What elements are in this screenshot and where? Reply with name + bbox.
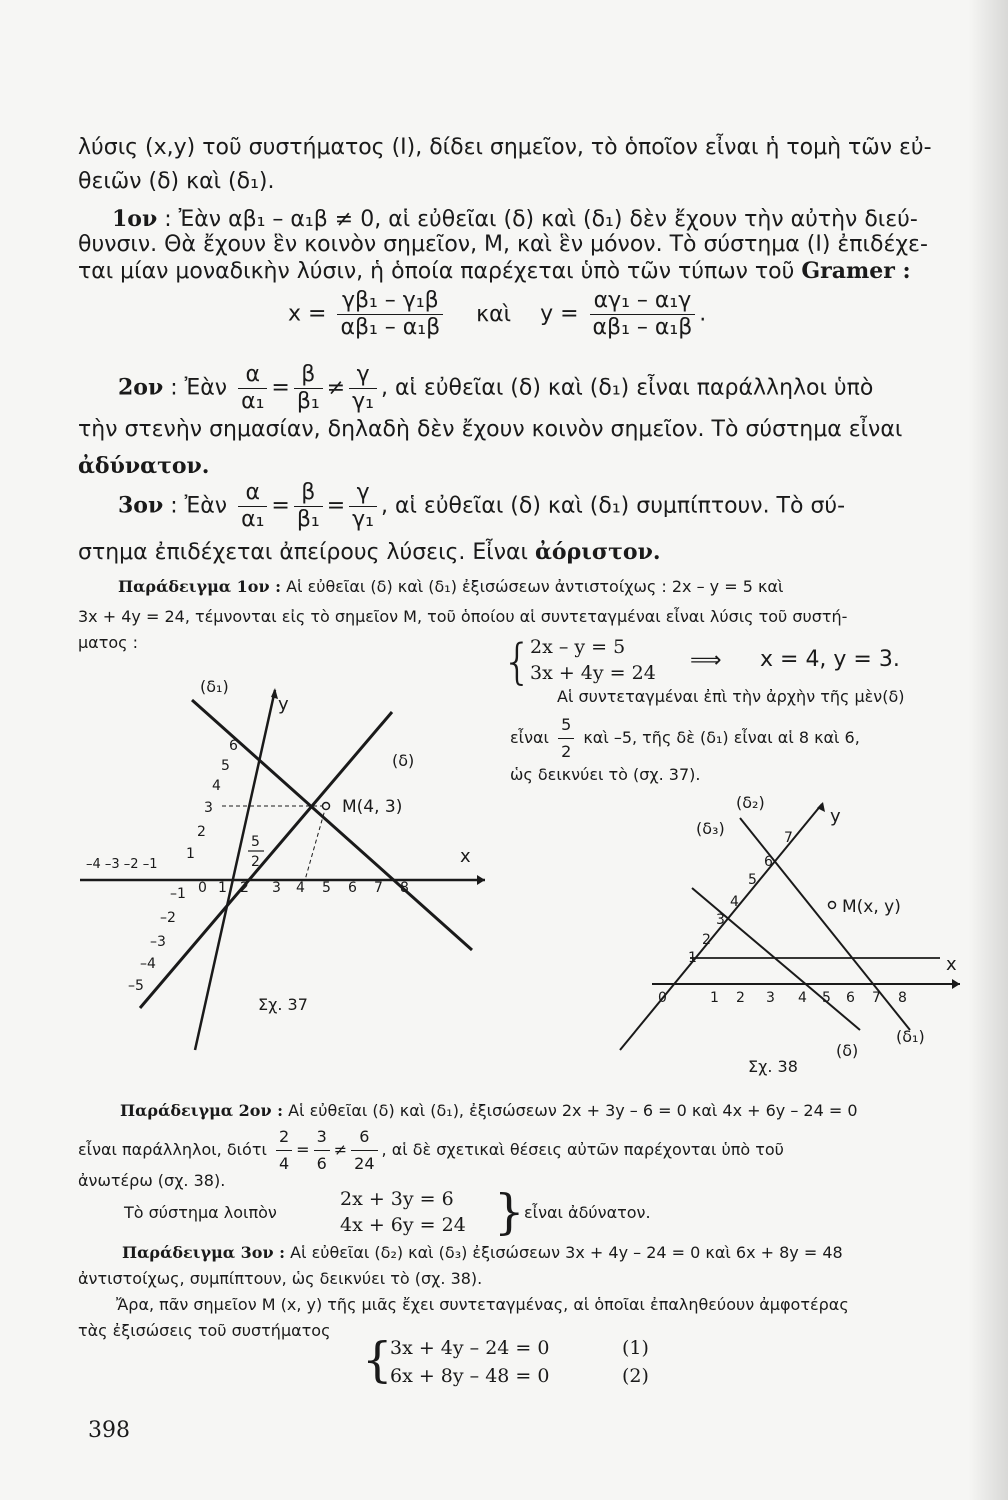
fig38-y-arrow xyxy=(817,802,825,812)
frac-num: 5 xyxy=(558,712,574,739)
fig38-label-d3: (δ₃) xyxy=(696,819,725,838)
example1-label: Παράδειγμα 1ον : xyxy=(118,577,282,596)
neq-sign: ≠ xyxy=(333,1140,348,1159)
x-denominator: αβ₁ – α₁β xyxy=(340,315,441,340)
kai-word: καὶ xyxy=(476,301,512,327)
fig37-x-label: x xyxy=(460,846,471,867)
fig37-half-den: 2 xyxy=(251,854,260,870)
fig38-point-m xyxy=(829,902,836,909)
example2-label: Παράδειγμα 2ον : xyxy=(120,1101,284,1120)
frac-num: γ xyxy=(349,480,377,507)
example2-frac2 xyxy=(314,1124,330,1177)
fig37-neg-y-tick: –2 xyxy=(160,910,176,926)
example3-tag1: (1) xyxy=(622,1337,649,1359)
case1-line3-text: ται μίαν μοναδικὴν λύσιν, ἡ ὁποία παρέχεται ὑπὸ τῶν τύπων τοῦ xyxy=(78,259,795,284)
frac-den: 6 xyxy=(316,1154,327,1173)
eq-sign: = xyxy=(296,1140,310,1159)
fig38-origin: 0 xyxy=(658,990,667,1006)
example3-label: Παράδειγμα 3ον : xyxy=(122,1243,286,1262)
frac-den: α₁ xyxy=(241,389,265,414)
example2-text1: Αἱ εὐθεῖαι (δ) καὶ (δ₁), ἐξισώσεων 2x + 3y – 6 = 0 καὶ 4x + 6y – 24 = 0 xyxy=(288,1101,858,1120)
example1-text1: Αἱ εὐθεῖαι (δ) καὶ (δ₁) ἐξισώσεων ἀντιστοίχως : 2x – y = 5 καὶ xyxy=(286,577,784,596)
fig37-y-tick: 6 xyxy=(229,738,238,754)
example3-line1 xyxy=(122,1240,843,1266)
example1-text3: ὡς δεικνύει τὸ (σχ. 37). xyxy=(510,765,701,784)
fig37-x-tick: 8 xyxy=(400,880,409,896)
eq-sign: = xyxy=(271,375,290,401)
fig37-point-label: Μ(4, 3) xyxy=(342,797,403,817)
frac-den: α₁ xyxy=(241,507,265,532)
example3-line2: ἀντιστοίχως, συμπίπτουν, ὡς δεικνύει τὸ (σχ. 38). xyxy=(78,1269,483,1288)
fig37-origin: 0 xyxy=(198,880,207,896)
frac-den: β₁ xyxy=(296,507,320,532)
frac-num: γ xyxy=(349,362,377,389)
fig38-y-tick: 3 xyxy=(716,912,725,928)
frac-num: β xyxy=(294,480,323,507)
example3-line3: Ἄρα, πᾶν σημεῖον Μ (x, y) τῆς μιᾶς ἔχει συντεταγμένας, αἱ ὁποῖαι ἐπαληθεύουν ἀμφοτέρας xyxy=(116,1295,849,1314)
aoriston-word: ἀόριστον. xyxy=(535,539,661,565)
implies-arrow: ⟹ xyxy=(690,648,722,673)
fig37-y-tick: 4 xyxy=(212,778,221,794)
fig37-y-tick: 3 xyxy=(204,800,213,816)
example3-text1: Αἱ εὐθεῖαι (δ₂) καὶ (δ₃) ἐξισώσεων 3x + 4y – 24 = 0 καὶ 6x + 8y = 48 xyxy=(290,1243,843,1262)
fig37-x-tick: 3 xyxy=(272,880,281,896)
fig38-x-tick: 8 xyxy=(898,990,907,1006)
example1-line3: ματος : xyxy=(78,633,139,652)
example2-pre: εἶναι παράλληλοι, διότι xyxy=(78,1140,267,1159)
fig37-label-d1: (δ₁) xyxy=(200,677,229,696)
fig37-neg-y-tick: –4 xyxy=(140,956,156,972)
case1-label: 1ον xyxy=(112,206,158,232)
fig37-y-tick: 1 xyxy=(186,846,195,862)
fig38-y-tick: 7 xyxy=(784,830,793,846)
fig38-x-arrow xyxy=(952,979,960,989)
frac-num: 6 xyxy=(351,1124,377,1151)
para1-line1: λύσις (x,y) τοῦ συστήματος (Ι), δίδει σημεῖον, τὸ ὁποῖον εἶναι ἡ τομὴ τῶν εὐ- xyxy=(78,135,932,160)
einai-word: εἶναι xyxy=(510,728,549,747)
fig37-label-d: (δ) xyxy=(392,751,415,770)
fig38-x-tick: 2 xyxy=(736,990,745,1006)
fig38-label-d1: (δ₁) xyxy=(896,1027,925,1046)
example3-eq2: 6x + 8y – 48 = 0 xyxy=(390,1365,550,1387)
case3-line2-text: στημα ἐπιδέχεται ἀπείρους λύσεις. Εἶναι xyxy=(78,540,528,565)
example1-line2: 3x + 4y = 24, τέμνονται εἰς τὸ σημεῖον Μ, τοῦ ὁποίου αἱ συντεταγμέναι εἶναι λύσις τοῦ συστή- xyxy=(78,607,848,626)
example2-brace: } xyxy=(494,1184,525,1240)
y-lhs: y = xyxy=(540,301,579,327)
frac-den: 4 xyxy=(278,1154,290,1173)
frac-den: 2 xyxy=(561,742,572,761)
fig38-label-d: (δ) xyxy=(836,1041,859,1060)
case1-line2: θυνσιν. Θὰ ἔχουν ἓν κοινὸν σημεῖον, Μ, καὶ ἓν μόνον. Τὸ σύστημα (Ι) ἐπιδέχε- xyxy=(78,232,928,257)
case2-line2: τὴν στενὴν σημασίαν, δηλαδὴ δὲν ἔχουν κοινὸν σημεῖον. Τὸ σύστημα εἶναι xyxy=(78,417,903,442)
system-brace: { xyxy=(502,634,533,690)
frac-den: γ₁ xyxy=(352,507,374,532)
case3-label: 3ον xyxy=(118,492,164,519)
fig38-x-tick: 6 xyxy=(846,990,855,1006)
fig38-line-d xyxy=(692,888,860,1030)
fig37-x-tick: 7 xyxy=(374,880,383,896)
frac-den: β₁ xyxy=(296,389,320,414)
x-lhs: x = xyxy=(288,301,327,327)
case1-text1: : Ἐὰν αβ₁ – α₁β ≠ 0, αἱ εὐθεῖαι (δ) καὶ (δ₁) δὲν ἔχουν τὴν αὐτὴν διεύ- xyxy=(164,207,918,232)
fig38-y-tick: 4 xyxy=(730,894,739,910)
example3-eq1: 3x + 4y – 24 = 0 xyxy=(390,1337,550,1359)
example1-text2-rest: καὶ –5, τῆς δὲ (δ₁) εἶναι αἱ 8 καὶ 6, xyxy=(583,728,860,747)
fig38-y-label: y xyxy=(830,806,841,827)
fig38-x-tick: 3 xyxy=(766,990,775,1006)
example1-text1: Αἱ συντεταγμέναι ἐπὶ τὴν ἀρχὴν τῆς μὲν(δ) xyxy=(557,687,905,706)
case3-post: , αἱ εὐθεῖαι (δ) καὶ (δ₁) συμπίπτουν. Τὸ σύ- xyxy=(381,493,846,519)
fig38-y-tick: 1 xyxy=(688,950,697,966)
y-numerator: αγ₁ – α₁γ xyxy=(590,288,696,315)
example3-system xyxy=(390,1334,549,1390)
frac-den: γ₁ xyxy=(352,389,374,414)
fig37-caption: Σχ. 37 xyxy=(258,995,308,1014)
fig38-x-tick: 5 xyxy=(822,990,831,1006)
fig38-label-d2: (δ₂) xyxy=(736,793,765,812)
example2-frac1 xyxy=(276,1124,292,1177)
fig37-x-tick: 1 xyxy=(218,880,227,896)
example3-brace: { xyxy=(362,1332,393,1388)
system-eq1: 2x – y = 5 xyxy=(530,636,626,658)
fig37-point-m xyxy=(323,803,330,810)
example3-tags xyxy=(622,1334,649,1390)
fig37-y-arrow xyxy=(271,688,278,699)
fig37-y-tick: 2 xyxy=(197,824,206,840)
example2-line1 xyxy=(120,1098,858,1124)
fig37-x-tick: 6 xyxy=(348,880,357,896)
fig38-point-label: Μ(x, y) xyxy=(842,897,901,917)
fig38-caption: Σχ. 38 xyxy=(748,1057,798,1076)
page-number: 398 xyxy=(88,1418,130,1443)
frac-num: α xyxy=(238,362,267,389)
frac-num: α xyxy=(238,480,267,507)
example3-line4: τὰς ἐξισώσεις τοῦ συστήματος xyxy=(78,1321,331,1340)
fig38-x-tick: 7 xyxy=(872,990,881,1006)
fig37-x-tick: 2 xyxy=(240,880,249,896)
example2-sys-post: εἶναι ἀδύνατον. xyxy=(524,1203,651,1222)
fig38-y-tick: 6 xyxy=(764,854,773,870)
frac-num: β xyxy=(294,362,323,389)
case3-pre: : Ἐὰν xyxy=(170,493,228,519)
fig37-x-tick: 4 xyxy=(296,880,305,896)
para1-line2: θειῶν (δ) καὶ (δ₁). xyxy=(78,169,275,194)
example3-tag2: (2) xyxy=(622,1365,649,1387)
example1-solution: x = 4, y = 3. xyxy=(760,647,900,672)
fig38-x-tick: 1 xyxy=(710,990,719,1006)
fig37-neg-x-ticks: –4 –3 –2 –1 xyxy=(86,857,158,872)
fig37-x-arrow xyxy=(477,875,485,885)
example2-line3: ἀνωτέρω (σχ. 38). xyxy=(78,1171,226,1190)
example2-eq2: 4x + 6y = 24 xyxy=(340,1214,466,1236)
case2-post: , αἱ εὐθεῖαι (δ) καὶ (δ₁) εἶναι παράλληλοι ὑπὸ xyxy=(381,375,874,401)
case2-label: 2ον xyxy=(118,374,164,401)
case2-pre: : Ἐὰν xyxy=(170,375,228,401)
fig37-neg-y-tick: –5 xyxy=(128,978,144,994)
fig37-line-d xyxy=(140,712,392,1008)
frac-den: 24 xyxy=(354,1154,375,1173)
fig38-y-tick: 2 xyxy=(702,932,711,948)
gramer-name: Gramer : xyxy=(801,258,911,284)
x-numerator: γβ₁ – γ₁β xyxy=(337,288,443,315)
fig38-x-tick: 4 xyxy=(798,990,807,1006)
y-period: . xyxy=(699,301,707,327)
case2-line3: ἀδύνατον. xyxy=(78,453,210,479)
fig37-neg-y-tick: –3 xyxy=(150,934,166,950)
y-denominator: αβ₁ – α₁β xyxy=(592,315,693,340)
example2-system xyxy=(340,1186,466,1238)
eq-sign: = xyxy=(326,493,346,519)
frac-num: 2 xyxy=(276,1124,292,1151)
fig37-x-tick: 5 xyxy=(322,880,331,896)
neq-sign: ≠ xyxy=(326,375,346,401)
system-eq2: 3x + 4y = 24 xyxy=(530,662,656,684)
example2-sys-pre: Τὸ σύστημα λοιπὸν xyxy=(124,1203,277,1222)
example2-post: , αἱ δὲ σχετικαὶ θέσεις αὐτῶν παρέχονται ὑπὸ τοῦ xyxy=(381,1140,784,1159)
example2-eq1: 2x + 3y = 6 xyxy=(340,1188,454,1210)
frac-num: 3 xyxy=(314,1124,330,1151)
fig37-y-tick: 5 xyxy=(221,758,230,774)
eq-sign: = xyxy=(271,493,290,519)
example2-frac3 xyxy=(351,1124,377,1177)
fig37-y-label: y xyxy=(278,694,289,715)
fig38-y-tick: 5 xyxy=(748,872,757,888)
fig37-neg-y-tick: –1 xyxy=(170,886,186,902)
fig37-half-num: 5 xyxy=(251,834,260,850)
fig38-x-label: x xyxy=(946,954,957,975)
